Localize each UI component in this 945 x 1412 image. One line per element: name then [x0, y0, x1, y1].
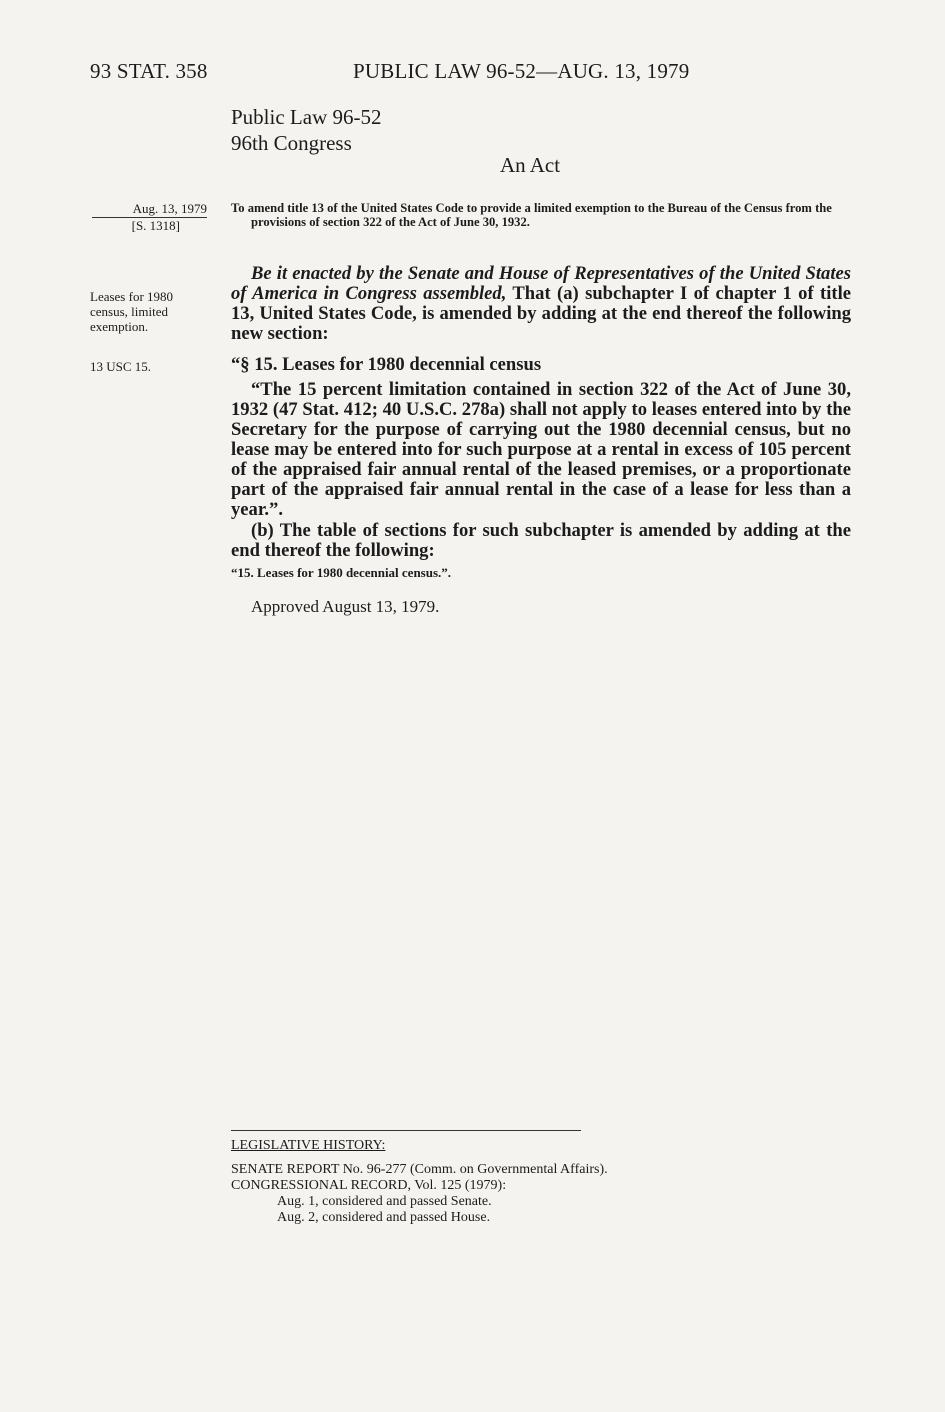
legislative-history-heading: LEGISLATIVE HISTORY: — [231, 1138, 386, 1153]
running-head: PUBLIC LAW 96-52—AUG. 13, 1979 — [353, 59, 690, 83]
section-text: “The 15 percent limitation contained in section 322 of the Act of June 30, 1932 (47 Stat. 412; 40 U.S.C. 278a) shall not apply to leases entered into by the Secretary for the purpose of carrying out the 1980 decennial census, but no lease may be entered into for such purpose at a rental in excess of 105 percent of the appraised fair annual rental of the leased premises, or a proportionate part of the appraised fair annual rental in the case of a lease for less than a year.”. — [231, 379, 851, 520]
subsection-b: (b) The table of sections for such subchapter is amended by adding at the end thereof the following: — [231, 520, 851, 561]
margin-note-line: exemption. — [90, 319, 149, 334]
enacting-formula: Be it enacted by the Senate and House of Representatives of the United States of America in Congress assembled, — [231, 263, 851, 304]
approval-date: Approved August 13, 1979. — [251, 597, 440, 616]
margin-note-leases — [90, 289, 220, 334]
table-of-sections-entry: “15. Leases for 1980 decennial census.”. — [231, 565, 452, 580]
act-title: An Act — [500, 153, 561, 177]
margin-note-line: census, limited — [90, 304, 168, 319]
page-stat-citation: 93 STAT. 358 — [90, 59, 208, 83]
congressional-record: CONGRESSIONAL RECORD, Vol. 125 (1979): — [231, 1178, 507, 1193]
history-entry: Aug. 1, considered and passed Senate. — [277, 1194, 492, 1209]
margin-usc-citation: 13 USC 15. — [90, 359, 152, 374]
margin-date: Aug. 13, 1979 — [92, 201, 207, 218]
history-entry: Aug. 2, considered and passed House. — [277, 1210, 491, 1225]
margin-bill-number: [S. 1318] — [131, 218, 180, 233]
enacting-clause — [231, 264, 851, 344]
margin-note-line: Leases for 1980 — [90, 289, 174, 304]
public-law-number: Public Law 96-52 — [231, 105, 382, 129]
senate-report: SENATE REPORT No. 96-277 (Comm. on Governmental Affairs). — [231, 1162, 608, 1177]
congress-number: 96th Congress — [231, 131, 352, 155]
enacting-text: That (a) subchapter I of chapter 1 of title 13, United States Code, is amended by adding at the end thereof the following new section: — [231, 283, 851, 344]
act-purpose: To amend title 13 of the United States Code to provide a limited exemption to the Bureau of the Census from the provisions of section 322 of the Act of June 30, 1932. — [231, 201, 832, 229]
divider — [231, 1130, 581, 1131]
section-heading: “§ 15. Leases for 1980 decennial census — [231, 354, 542, 375]
